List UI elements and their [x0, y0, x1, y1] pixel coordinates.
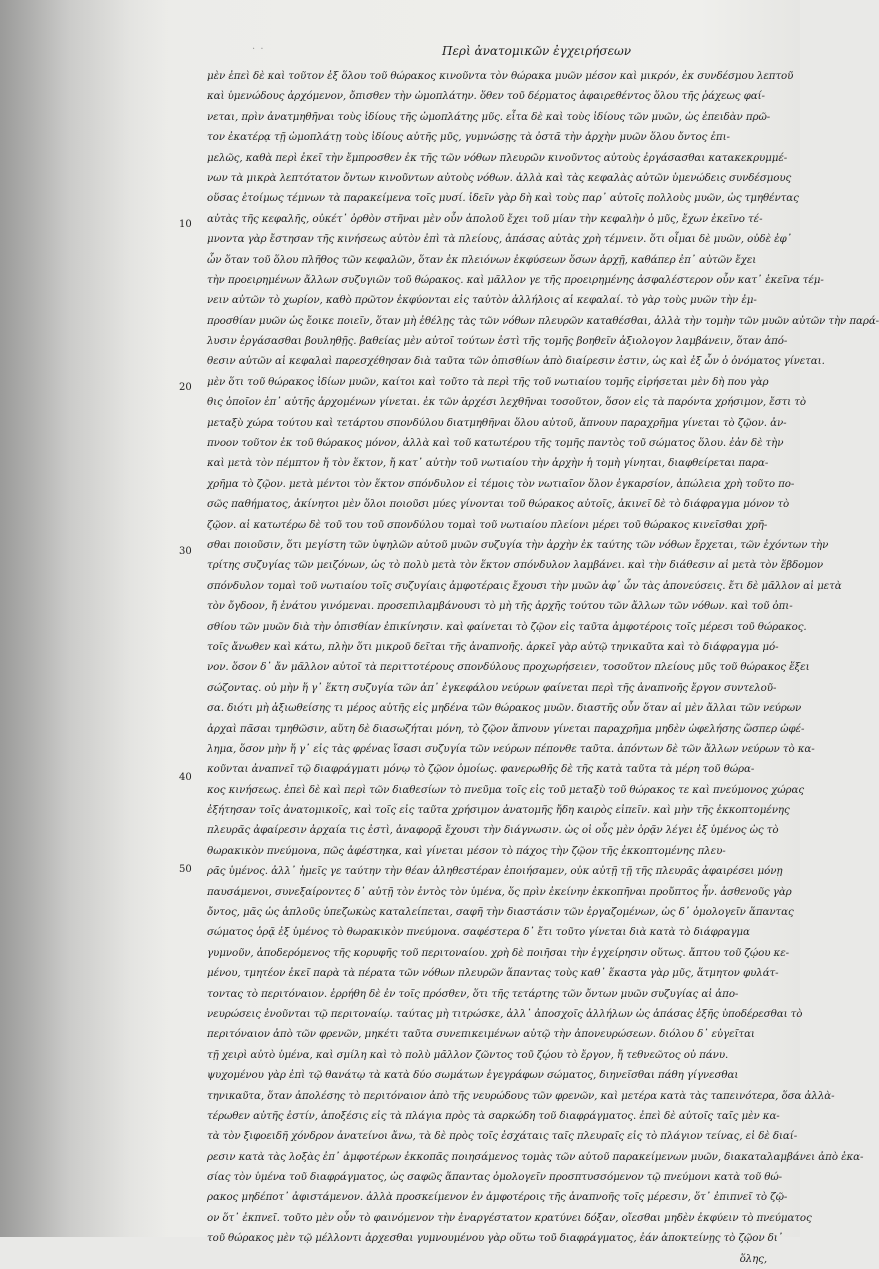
faint-bleed-marks: · ·	[252, 44, 265, 55]
text-line: τοῦ θώρακος μὲν τῷ μέλλοντι ἀρχεσθαι γυμνουμένου γὰρ οὕτω τοῦ διαφράγματος, ἐάν ἀποκτείνῃς τὸ ζῷον δι᾽	[207, 1232, 783, 1245]
text-line: αὐτὰς τῆς κεφαλῆς, οὐκέτ᾽ ὀρθὸν στῆναι μὲν οὖν ἀπολοῦ ἔχει τοῦ μίαν τὴν κεφαλὴν ὁ μῦς, ἔχων ἐκεῖνο τέ-	[207, 212, 763, 225]
text-line: τρίτης συζυγίας τῶν μειζόνων, ὡς τὸ πολὺ μετὰ τὸν ἕκτον σπόνδυλον λαμβάνει. καὶ τὴν διάθεσιν αἱ μετὰ τὸν ἕβδομον	[207, 559, 824, 572]
text-line: λυσιν ἐργάσασθαι βουληθῇς. βαθείας μὲν αὐτοῖ τούτων ἐστὶ τῆς τομῆς βοηθεῖν ἀξιολογον λαμβάνειν, ὅταν ἀπό-	[207, 335, 788, 348]
text-line: σθίου τῶν μυῶν διὰ τὴν ὀπισθίαν ἐπικίνησιν. καὶ φαίνεται τὸ ζῷον εἰς ταῦτα ἀμφοτέροις τοῖς μέρεσι τοῦ θώρακος.	[207, 620, 807, 633]
text-line: ρᾶς ὑμένος. ἀλλ᾽ ἡμεῖς γε ταύτην τὴν θέαν ἀληθεστέραν ἐποιήσαμεν, οὐκ αὐτῇ τῇ τῆς πλευρᾶς ἀφαιρέσει μόνῃ	[207, 865, 783, 878]
text-line: ζῷον. αἱ κατωτέρω δὲ τοῦ του τοῦ σπονδύλου τομαὶ τοῦ νωτιαίου πλείονι μέρει τοῦ θώρακος κινεῖσθαι χρῆ-	[207, 518, 768, 531]
text-line: θεσιν αὐτῶν αἱ κεφαλαὶ παρεσχέθησαν διὰ ταῦτα τῶν ὀπισθίων ἀπὸ διαίρεσιν ἐστιν, ὡς καὶ ἐξ ὧν ὁ ὀνόματος γίνεται.	[207, 355, 825, 368]
line-number-10: 10	[179, 219, 192, 230]
text-line: ὧν ὅταν τοῦ ὅλου πλῆθος τῶν κεφαλῶν, ὅταν ἐκ πλειόνων ἐκφύσεων ὅσων ἀρχῇ, καθάπερ ἐπ᾽ αὐτῶν ἔχει	[207, 253, 757, 266]
text-line: καὶ μετὰ τὸν πέμπτον ἤ τὸν ἕκτον, ἤ κατ᾽ αὐτὴν τοῦ νωτιαίου τὴν ἀρχὴν ἡ τομὴ γίνηται, διαφθείρεται παρα-	[207, 457, 769, 470]
text-line: μεταξὺ χώρα τούτου καὶ τετάρτου σπονδύλου διατμηθῆναι ὅλου αὐτοῦ, ἄπνουν παραχρῆμα γίνεται τὸ ζῷον. ἀν-	[207, 416, 787, 429]
text-line: σῶς παθήματος, ἀκίνητοι μὲν ὅλοι ποιοῦσι μύες γίνονται τοῦ θώρακος αὐτοῖς, ἀκινεῖ δὲ τὸ διάφραγμα μόνον τὸ	[207, 498, 790, 511]
text-line: ρακος μηδέποτ᾽ ἀφιστάμενον. ἀλλὰ προσκείμενον ἐν ἀμφοτέροις τῆς ἀναπνοῆς τοῖς μέρεσιν, ὅτ᾽ ἐπιπνεῖ τὸ ζῷ-	[207, 1191, 788, 1204]
text-line: σώζοντας. οὐ μὴν ἥ γ᾽ ἕκτη συζυγία τῶν ἀπ᾽ ἐγκεφάλου νεύρων φαίνεται περὶ τῆς ἀναπνοῆς ἔργον συντελοῦ-	[207, 681, 777, 694]
text-line: τον ἐκατέρᾳ τῇ ὠμοπλάτῃ τοὺς ἰδίους αὐτῆς μῦς, γυμνώσῃς τὰ ὀστᾶ τὴν ἀρχὴν μυῶν ὅλου ὄντος ἐπι-	[207, 131, 730, 144]
text-line-final: ὅλης,	[739, 1252, 767, 1265]
text-line: πλευρᾶς ἀφαίρεσιν ἀρχαία τις ἐστὶ, ἀναφορᾷ ἔχουσι τὴν διάγνωσιν. ὡς οἱ οὖς μὲν ὁρᾷν λέγει ἐξ ὑμένος ὡς τὸ	[207, 824, 779, 837]
text-line: νον. ὅσον δ᾽ ἄν μᾶλλον αὐτοῖ τὰ περιττοτέρους σπονδύλους προχωρήσειεν, τοσοῦτον πλείους μῦς τοῦ θώρακος ἕξει	[207, 661, 810, 674]
line-number-20: 20	[179, 382, 192, 393]
text-line: ἀρχαὶ πᾶσαι τμηθῶσιν, αὕτη δὲ διασωζήται μόνη, τὸ ζῷον ἄπνουν γίνεται παραχρῆμα μηδὲν ὠφελήσης ὥσπερ ὠφέ-	[207, 722, 805, 735]
text-line: κος κινήσεως. ἐπεὶ δὲ καὶ περὶ τῶν διαθεσίων τὸ πνεῦμα τοῖς εἰς τοῦ μεταξὺ τοῦ θώρακος τε καὶ πνεύμονος χώρας	[207, 783, 805, 796]
text-line: τῇ χειρὶ αὐτὸ ὑμένα, καὶ σμίλη καὶ τὸ πολὺ μᾶλλον ζῶντος τοῦ ζῴου τὸ ἔργον, ἤ τεθνεῶτος οὐ πάνυ.	[207, 1048, 729, 1061]
text-line: νειν αὐτῶν τὸ χωρίον, καθὸ πρῶτον ἐκφύονται εἰς ταὐτὸν ἀλλήλοις αἱ κεφαλαί. τὸ γὰρ τοὺς μυῶν τὴν ἐμ-	[207, 294, 757, 307]
text-line: ον ὅτ᾽ ἐκπνεῖ. τοῦτο μὲν οὖν τὸ φαινόμενον τὴν ἐναργέστατον κρατύνει δόξαν, οἴεσθαι μηδὲν ἐκφύειν τὸ πνεύματος	[207, 1211, 812, 1224]
text-line: τοῖς ἄνωθεν καὶ κάτω, πλὴν ὅτι μικροῦ δεῖται τῆς ἀναπνοῆς. ἀρκεῖ γὰρ αὐτῷ τηνικαῦτα καὶ τὸ διάφραγμα μό-	[207, 640, 779, 653]
text-line: ρεσιν κατὰ τὰς λοξὰς ἐπ᾽ ἀμφοτέρων ἐκκοπᾶς ποιησάμενος τομὰς τῶν αὐτοῦ παρακείμενων μυῶν, διακαταλαμβάνει ἀπὸ ἑκα-	[207, 1150, 864, 1163]
text-line: κοῦνται ἀναπνεῖ τῷ διαφράγματι μόνῳ τὸ ζῷον ὁμοίως. φανερωθῆς δὲ τῆς κατὰ ταῦτα τὰ μέρη τοῦ θώρα-	[207, 763, 755, 776]
text-line: προσθίαν μυῶν ὡς ἔοικε ποιεῖν, ὅταν μὴ ἐθέλῃς τὰς τῶν νόθων πλευρῶν καταθέσθαι, ἀλλὰ τὴν τομὴν τῶν μυῶν αὐτῶν τὴν παρά-	[207, 314, 879, 327]
text-line: γυμνοῦν, ἀποδερόμενος τῆς κορυφῆς τοῦ περιτοναίου. χρὴ δὲ ποιῆσαι τὴν ἐγχείρησιν οὕτως. ἄπτου τοῦ ζῴου κε-	[207, 946, 790, 959]
text-line: μένου, τμητέον ἐκεῖ παρὰ τὰ πέρατα τῶν νόθων πλευρῶν ἅπαντας τοὺς καθ᾽ ἕκαστα γὰρ μῦς, ἅτμητον φυλάτ-	[207, 967, 779, 980]
text-line: ψυχομένου γὰρ ἐπὶ τῷ θανάτῳ τὰ κατὰ δύο σωμάτων ἐγεγράφων σώματος, διηνεῖσθαι πάθη γίγνεσθαι	[207, 1069, 739, 1082]
running-header: Περὶ ἀνατομικῶν ἐγχειρήσεων	[442, 44, 632, 58]
text-line: σθαι ποιοῦσιν, ὅτι μεγίστη τῶν ὑψηλῶν αὐτοῦ μυῶν συζυγία τὴν ἀρχὴν ἐκ ταύτης τῶν νόθων ἔρχεται, τῶν ἐχόντων τὴν	[207, 538, 829, 551]
text-line: τοντας τὸ περιτόναιον. ἐρρήθη δὲ ἐν τοῖς πρόσθεν, ὅτι τῆς τετάρτης τῶν ὄντων μυῶν συζυγίας αἱ ἀπο-	[207, 987, 739, 1000]
text-line: πνοον τοῦτον ἐκ τοῦ θώρακος μόνον, ἀλλὰ καὶ τοῦ κατωτέρου τῆς τομῆς παντὸς τοῦ σώματος ὅλου. ἐἀν δὲ τὴν	[207, 437, 784, 450]
text-line: ἐξήτησαν τοῖς ἀνατομικοῖς, καὶ τοῖς εἰς ταῦτα χρήσιμον ἀνατομῆς ἤδη καιρὸς εἰπεῖν. καὶ μὴν τῆς ἐκκοπτομένης	[207, 804, 790, 817]
text-line: σώματος ὁρᾷ ἐξ ὑμένος τὸ θωρακικὸν πνεύμονα. σαφέστερα δ᾽ ἔτι τοῦτο γίνεται διὰ κατὰ τὸ διάφραγμα	[207, 926, 750, 939]
text-line: θις ὁποῖον ἐπ᾽ αὐτῆς ἀρχομένων γίνεται. ἐκ τῶν ἀρχέσι λεχθῆναι τοσοῦτον, ὅσον εἰς τὰ παρόντα χρήσιμον, ἔστι τὸ	[207, 396, 806, 409]
text-line: τὸν ὄγδοον, ἤ ἐνάτου γινόμεναι. προσεπιλαμβάνουσι τὸ μὴ τῆς ἀρχῆς τούτου τῶν ἄλλων τῶν νόθων. καὶ τοῦ ὀπι-	[207, 600, 793, 613]
line-number-40: 40	[179, 772, 192, 783]
greek-text-column	[207, 66, 879, 1269]
text-line: ὄντος, μᾶς ὡς ἁπλοῦς ὑπεζωκὼς καταλείπεται, σαφῆ τὴν διαστάσιν τῶν ἐργαζομένων, ὡς δ᾽ ὁμολογεῖν ἅπαντας	[207, 906, 794, 919]
text-line: σπόνδυλον τομαὶ τοῦ νωτιαίου τοῖς συζυγίαις ἀμφοτέραις ἔχουσι τὴν μυῶν ἀφ᾽ ὧν τὰς ἀπονεύσεις. ἔτι δὲ μᾶλλον αἱ μετὰ	[207, 579, 842, 592]
text-line: μελῶς, καθὰ περὶ ἐκεῖ τὴν ἔμπροσθεν ἐκ τῆς τῶν νόθων πλευρῶν κινοῦντος αὐτοὺς ἐργάσασθαι κατακεκρυμμέ-	[207, 151, 788, 164]
text-line: καὶ ὑμενώδους ἀρχόμενον, ὄπισθεν τὴν ὠμοπλάτην. ὅθεν τοῦ δέρματος ἀφαιρεθέντος ὅλου τῆς ῥάχεως φαί-	[207, 90, 765, 103]
line-number-30: 30	[179, 546, 192, 557]
text-line: μὲν ἐπεὶ δὲ καὶ τοῦτον ἐξ ὅλου τοῦ θώρακος κινοῦντα τὸν θώρακα μυῶν μέσον καὶ μικρόν, ἐκ συνδέσμου λεπτοῦ	[207, 70, 794, 82]
text-line: παυσάμενοι, συνεξαίροντες δ᾽ αὐτῇ τὸν ἐντὸς τὸν ὑμένα, ὅς πρὶν ἐκείνην ἐκκοπῆναι προὔπτος ἦν. ἀσθενοῦς γὰρ	[207, 885, 792, 898]
text-line: τέρωθεν αὐτῆς ἐστίν, ἀποξέσις εἰς τὰ πλάγια πρὸς τὰ σαρκώδη τοῦ διαφράγματος. ἐπεὶ δὲ αὐτοῖς ταῖς μὲν κα-	[207, 1109, 780, 1122]
text-line: περιτόναιον ἀπὸ τῶν φρενῶν, μηκέτι ταῦτα συνεπικειμένων αὐτῷ τὴν ἀπονευρώσεων. διόλου δ᾽ εὐγεῖται	[207, 1028, 755, 1041]
text-line: τὴν προειρημένων ἄλλων συζυγιῶν τοῦ θώρακος. καὶ μᾶλλον γε τῆς προειρημένης ἀσφαλέστερον οὖν κατ᾽ ἐκεῖνα τέμ-	[207, 273, 824, 286]
text-line: σα. διότι μὴ ἀξιωθείσης τι μέρος αὐτῆς εἰς μηδένα τῶν θώρακος μυῶν. διαστῆς οὖν ὅταν αἱ μὲν ἄλλαι τῶν νεύρων	[207, 702, 802, 715]
text-line: θωρακικὸν πνεύμονα, πῶς ἀφέστηκα, καὶ γίνεται μέσον τὸ πάχος τὴν ζῷον τῆς ἐκκοπτομένης πλευ-	[207, 844, 726, 857]
text-line: οὕσας ἑτοίμως τέμνων τὰ παρακείμενα τοῖς μυσί. ἰδεῖν γὰρ δὴ καὶ τοὺς παρ᾽ αὐτοῖς πολλοὺς μυῶν, ὡς τμηθέντας	[207, 192, 799, 205]
text-line: μνοντα γὰρ ἔστησαν τῆς κινήσεως αὐτὸν ἐπὶ τὰ πλείους, ἁπάσας αὐτὰς χρὴ τέμνειν. ὅτι οἶμαι δὲ μυῶν, οὐδὲ ἐφ᾽	[207, 233, 792, 246]
text-line: νων τὰ μικρὰ λεπτότατον ὄντων κινοῦντων αὐτοὺς νόθων. ἀλλὰ καὶ τὰς κεφαλὰς αὐτῶν ὑμενώδεις συνδέσμους	[207, 171, 792, 184]
text-line: τηνικαῦτα, ὅταν ἀπολέσης τὸ περιτόναιον ἀπὸ τῆς νευρώδους τῶν φρενῶν, καὶ μετέρα κατὰ τὰς ταπεινότερα, ὅσα ἀλλὰ-	[207, 1089, 835, 1102]
text-line: μὲν ὅτι τοῦ θώρακος ἰδίων μυῶν, καίτοι καὶ τοῦτο τὰ περὶ τῆς τοῦ νωτιαίου τομῆς εἰρήσεται μὲν δὴ που γὰρ	[207, 375, 769, 388]
text-line: λημα, ὅσον μὴν ἥ γ᾽ εἰς τὰς φρένας ἴσασι συζυγία τῶν νεύρων πέπονθε ταῦτα. ἀπόντων δὲ τῶν ἄλλων νεύρων τὸ κα-	[207, 742, 815, 755]
binding-gutter-shadow	[0, 0, 170, 1237]
text-line: τὰ τὸν ξιφοειδῆ χόνδρον ἀνατείνοι ἄνω, τὰ δὲ πρὸς τοῖς ἐσχάταις ταῖς πλευραῖς εἰς τὸ πλάγιον τείνας, εἰ δὲ διαί-	[207, 1130, 798, 1143]
text-line: χρῆμα τὸ ζῷον. μετὰ μέντοι τὸν ἕκτον σπόνδυλον εἰ τέμοις τὸν νωτιαῖον ὅλον ἐγκαρσίον, ἀπώλεια χρὴ τοῦτο πο-	[207, 477, 795, 490]
text-line: νευρώσεις ἑνοῦνται τῷ περιτοναίῳ. ταύτας μὴ τιτρώσκε, ἀλλ᾽ ἀποσχοῖς ἀλλήλων ὡς ἁπάσας ἐξῆς ὑποδέρεσθαι τὸ	[207, 1007, 803, 1020]
line-number-50: 50	[179, 864, 192, 875]
text-line: σίας τὸν ὑμένα τοῦ διαφράγματος, ὡς σαφῶς ἅπαντας ὁμολογεῖν προσπτυσσόμενον τῷ πνεύμονι κατὰ τοῦ θώ-	[207, 1171, 783, 1184]
text-line: νεται, πρὶν ἀνατμηθῆναι τοὺς ἰδίους τῆς ὠμοπλάτης μῦς. εἶτα δὲ καὶ τοὺς ἰδίους τῶν μυῶν, ὡς ἐπειδὰν πρῶ-	[207, 110, 771, 123]
